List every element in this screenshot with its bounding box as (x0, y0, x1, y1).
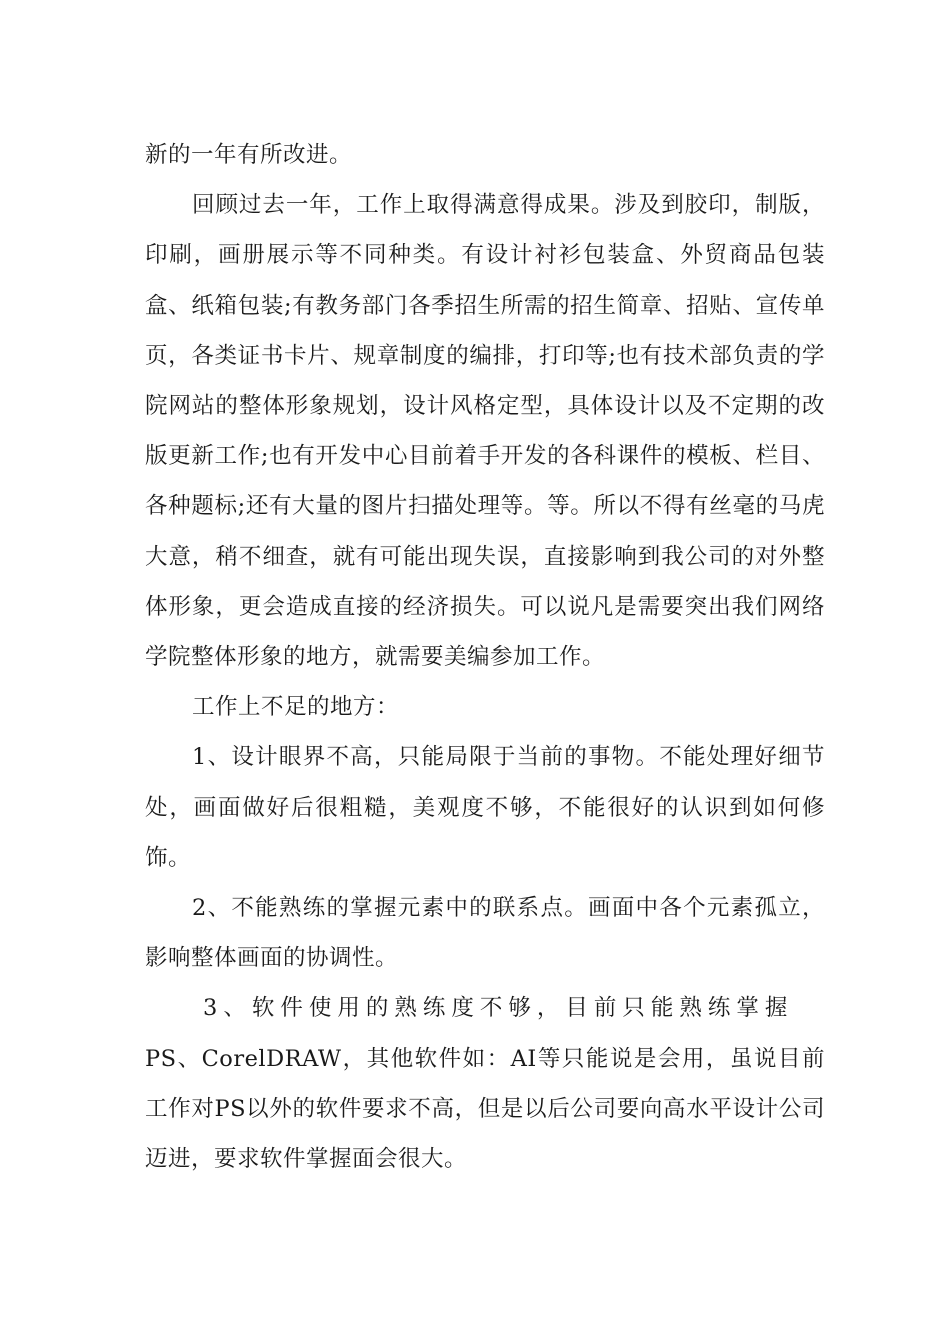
paragraph-item-2: 2、不能熟练的掌握元素中的联系点。画面中各个元素孤立，影响整体画面的协调性。 (145, 895, 825, 972)
paragraph-item-3-first-line: 3、软件使用的熟练度不够，目前只能熟练掌握 (203, 995, 794, 1022)
paragraph-shortcomings-heading: 工作上不足的地方： (192, 694, 400, 721)
document-body (145, 130, 825, 1184)
paragraph-item-1: 1、设计眼界不高，只能局限于当前的事物。不能处理好细节处，画面做好后很粗糙，美观度不够，不能很好的认识到如何修饰。 (145, 744, 825, 871)
paragraph-item-3-rest: PS、CorelDRAW，其他软件如：AI等只能说是会用，虽说目前工作对PS以外的软件要求不高，但是以后公司要向高水平设计公司迈进，要求软件掌握面会很大。 (145, 1045, 825, 1173)
paragraph-continuation: 新的一年有所改进。 (145, 142, 353, 168)
paragraph-review: 回顾过去一年，工作上取得满意得成果。涉及到胶印，制版，印刷，画册展示等不同种类。有设计衬衫包装盒、外贸商品包装盒、纸箱包装;有教务部门各季招生所需的招生简章、招贴、宣传单页，各类证书卡片、规章制度的编排，打印等;也有技术部负责的学院网站的整体形象规划，设计风格定型，具体设计以及不定期的改版更新工作;也有开发中心目前着手开发的各科课件的模板、栏目、各种题标;还有大量的图片扫描处理等。等。所以不得有丝毫的马虎大意，稍不细查，就有可能出现失误，直接影响到我公司的对外整体形象，更会造成直接的经济损失。可以说凡是需要突出我们网络学院整体形象的地方，就需要美编参加工作。 (145, 192, 825, 671)
